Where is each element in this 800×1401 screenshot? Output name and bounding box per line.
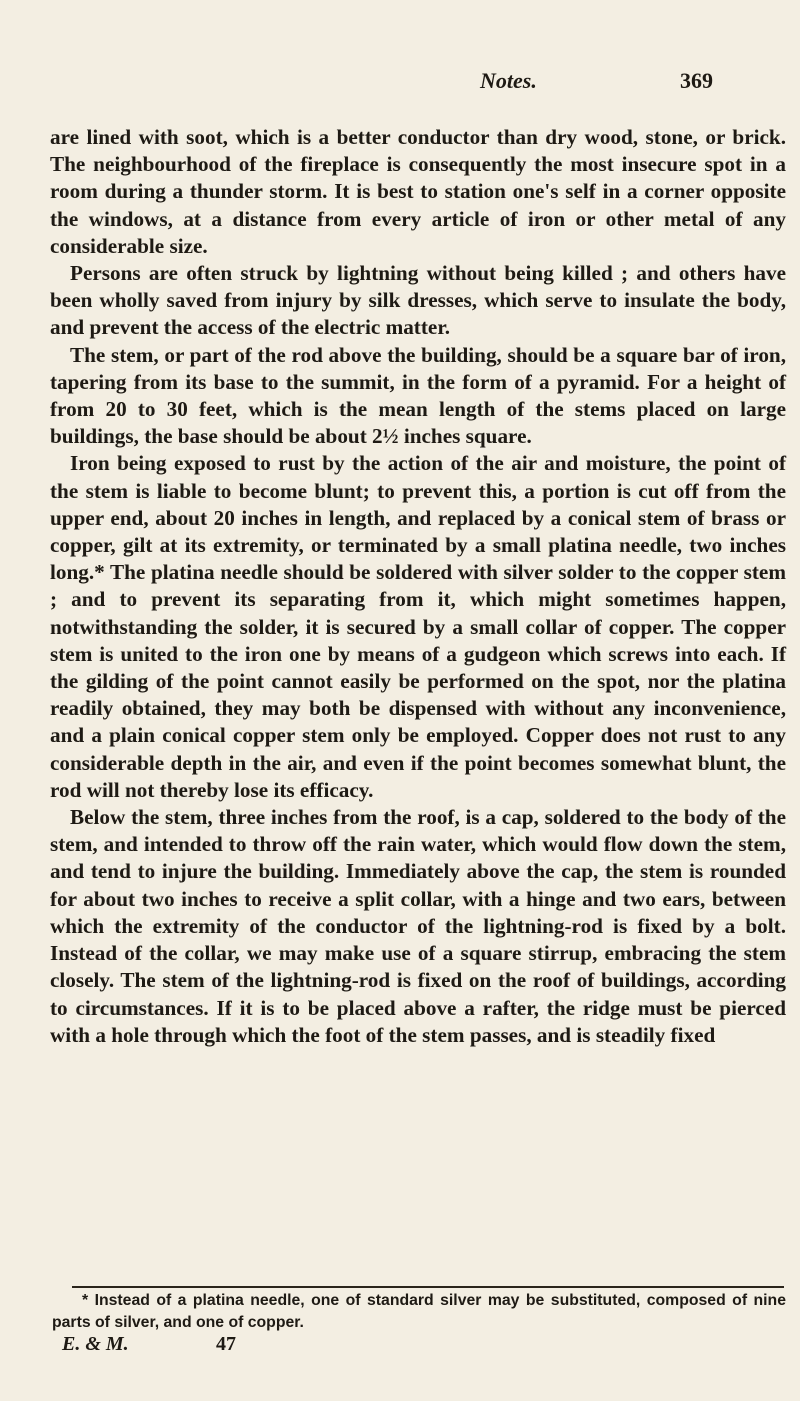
paragraph: are lined with soot, which is a better conductor than dry wood, stone, or brick. The neighbourhood of the fireplace is consequently the most insecure spot in a room during a thunder storm. It is best to station one's self in a corner opposite the windows, at a distance from every article of iron or other metal of any considerable size. — [50, 125, 786, 258]
footnote: * Instead of a platina needle, one of standard silver may be substituted, composed of nine parts of silver, and one of copper. — [52, 1292, 786, 1331]
sheet-number: 47 — [216, 1333, 236, 1355]
running-head — [0, 68, 800, 98]
body-text — [50, 124, 786, 1049]
paragraph: Below the stem, three inches from the roof, is a cap, soldered to the body of the stem, and intended to throw off the rain water, which would flow down the stem, and tend to injure the building. Immediately above the cap, the stem is rounded for about two inches to receive a split collar, with a hinge and two ears, between which the extremity of the conductor of the lightning-rod is fixed by a bolt. Instead of the collar, we may make use of a square stirrup, embracing the stem closely. The stem of the lightning-rod is fixed on the roof of buildings, according to circumstances. If it is to be placed above a rafter, the ridge must be pierced with a hole through which the foot of the stem passes, and is steadily fixed — [50, 805, 786, 1047]
header-title: Notes. — [480, 68, 537, 93]
signature-mark: E. & M. — [62, 1333, 129, 1355]
paragraph: The stem, or part of the rod above the building, should be a square bar of iron, tapering from its base to the summit, in the form of a pyramid. For a height of from 20 to 30 feet, which is the mean length of the stems placed on large buildings, the base should be about 2½ inches square. — [50, 342, 786, 449]
footnote-divider — [72, 1286, 784, 1288]
paragraph: Persons are often struck by lightning without being killed ; and others have been wholly saved from injury by silk dresses, which serve to insulate the body, and prevent the access of the electric matter. — [50, 261, 786, 340]
paragraph: Iron being exposed to rust by the action of the air and moisture, the point of the stem is liable to become blunt; to prevent this, a portion is cut off from the upper end, about 20 inches in length, and replaced by a conical stem of brass or copper, gilt at its extremity, or terminated by a small platina needle, two inches long.* The platina needle should be soldered with silver solder to the copper stem ; and to prevent its separating from it, which might sometimes happen, notwithstanding the solder, it is secured by a small collar of copper. The copper stem is united to the iron one by means of a gudgeon which screws into each. If the gilding of the point cannot easily be performed on the spot, nor the platina readily obtained, they may both be dispensed with without any inconvenience, and a plain conical copper stem only be employed. Copper does not rust to any considerable depth in the air, and even if the point becomes somewhat blunt, the rod will not thereby lose its efficacy. — [50, 451, 786, 802]
page-number: 369 — [680, 68, 713, 93]
